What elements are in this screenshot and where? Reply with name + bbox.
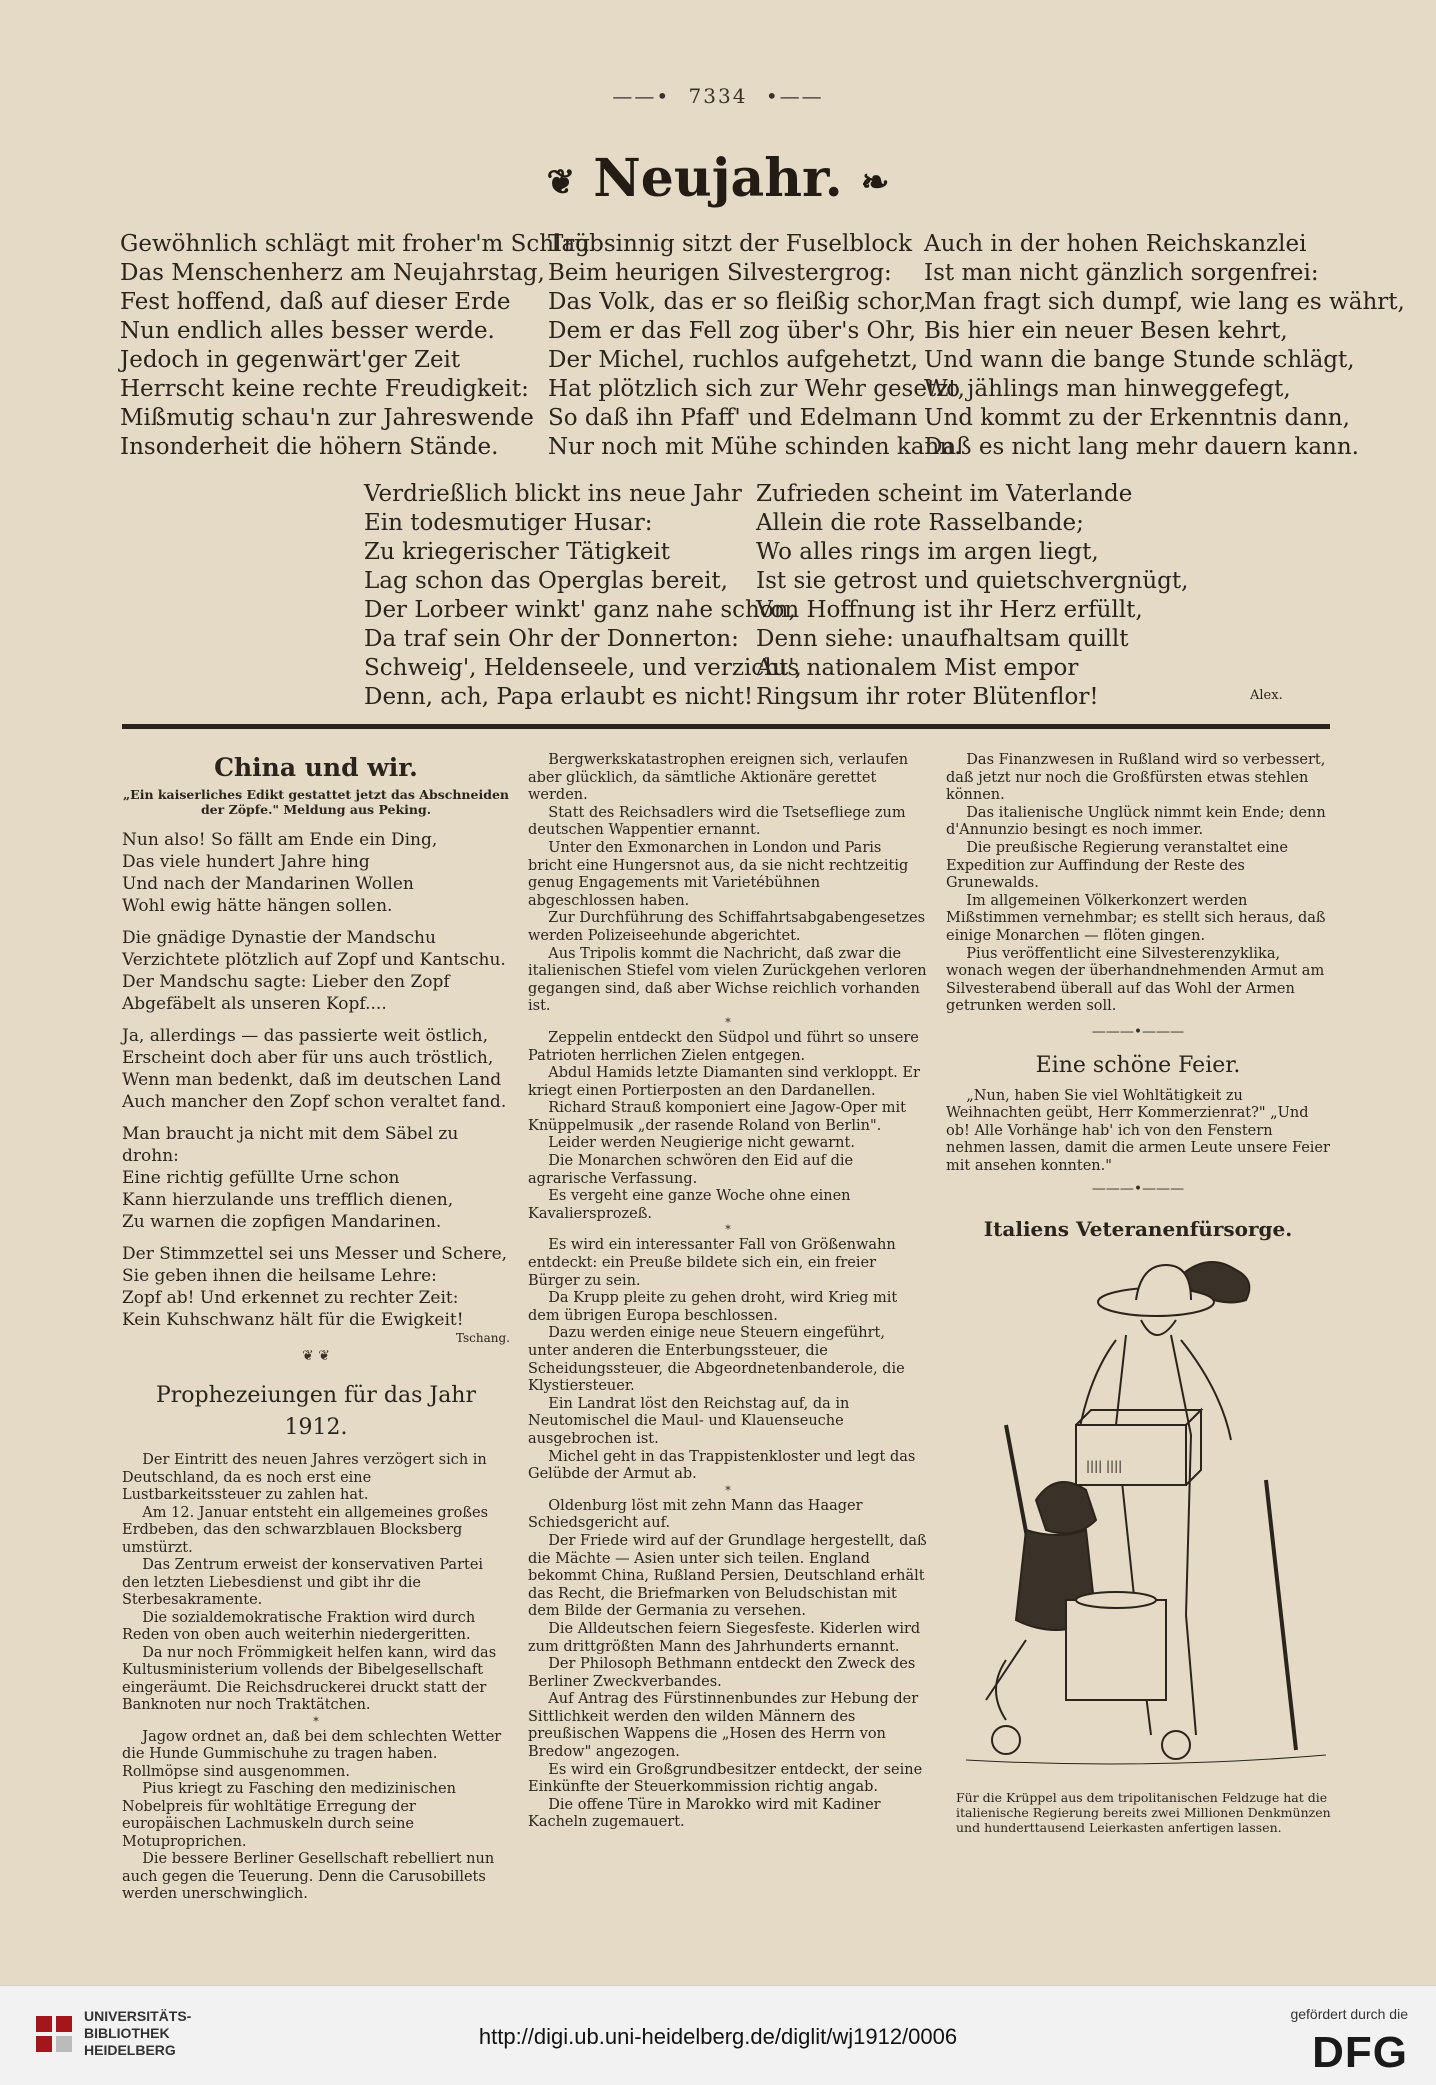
paragraph: Die sozialdemokratische Fraktion wird durch Reden von oben auch weiterhin niedergeritten. <box>122 1609 476 1644</box>
paragraph: Statt des Reichsadlers wird die Tsetsefliege zum deutschen Wappentier ernannt. <box>528 804 906 839</box>
paragraph: Da Krupp pleite zu gehen droht, wird Krieg mit dem übrigen Europa beschlossen. <box>528 1290 898 1324</box>
dfg-logo[interactable]: DFG <box>1312 2028 1408 2077</box>
funded-by-label: gefördert durch die <box>1290 2006 1408 2022</box>
poem-line: Mißmutig schau'n zur Jahreswende <box>120 405 534 431</box>
page-number-ornament-left: ——• <box>612 84 671 108</box>
paragraph: Auf Antrag des Fürstinnenbundes zur Hebung der Sittlichkeit werden den wilden Männern des preußischen Wappens die „Hosen des Herrn von Bredow" angezogen. <box>528 1691 919 1761</box>
verse-line: Wohl ewig hätte hängen sollen. <box>122 896 393 916</box>
paragraph: Da nur noch Frömmigkeit helfen kann, wird das Kultusministerium vollends der Bibelgesellschaft eingeräumt. Die Reichsdruckerei druckt statt der Banknoten nur noch Traktätchen. <box>122 1644 497 1714</box>
poem-line: Lag schon das Operglas bereit, <box>364 568 728 594</box>
paragraph: Es vergeht eine ganze Woche ohne einen Kavaliersprozeß. <box>528 1188 851 1222</box>
poem-line: Zufrieden scheint im Vaterlande <box>756 481 1133 507</box>
paragraph: Das Finanzwesen in Rußland wird so verbessert, daß jetzt nur noch die Großfürsten etwas stehlen können. <box>946 752 1326 804</box>
china-title: China und wir. <box>214 753 418 782</box>
poem-line: Ein todesmutiger Husar: <box>364 510 653 536</box>
poem-line: Jedoch in gegenwärt'ger Zeit <box>120 347 461 373</box>
permalink-url[interactable]: http://digi.ub.uni-heidelberg.de/diglit/wj1912/0006 <box>478 2024 958 2049</box>
paragraph: Das Zentrum erweist der konservativen Partei den letzten Liebesdienst und gibt ihr die Sterbesakramente. <box>122 1557 484 1609</box>
china-stanza <box>122 1243 510 1331</box>
poem-line: Bis hier ein neuer Besen kehrt, <box>924 318 1288 344</box>
verse-line: Ja, allerdings — das passierte weit östlich, <box>122 1026 488 1046</box>
svg-text:|||| ||||: |||| |||| <box>1086 1459 1123 1473</box>
poem-line: Insonderheit die höhern Stände. <box>120 434 499 460</box>
asterisk-separator: * <box>725 1015 731 1029</box>
china-subtitle: „Ein kaiserliches Edikt gestattet jetzt das Abschneiden der Zöpfe." Meldung aus Peking. <box>122 787 509 817</box>
paragraph: Zur Durchführung des Schiffahrtsabgabengesetzes werden Polizeiseehunde abgerichtet. <box>528 910 926 944</box>
poem-column-3 <box>924 230 1405 462</box>
poem-line: Zu kriegerischer Tätigkeit <box>364 539 670 565</box>
poem-line: Und wann die bange Stunde schlägt, <box>924 347 1355 373</box>
verse-line: Auch mancher den Zopf schon veraltet fand. <box>122 1092 507 1112</box>
footer-bar <box>0 1985 1436 2085</box>
veteran-illustration <box>966 1240 1326 1780</box>
right-text <box>946 752 1330 1016</box>
paragraph: Jagow ordnet an, daß bei dem schlechten Wetter die Hunde Gummischuhe zu tragen haben. Rollmöpse sind ausgenommen. <box>122 1728 502 1780</box>
middle-column <box>528 752 928 1832</box>
poem-line: Trübsinnig sitzt der Fuselblock <box>548 231 913 257</box>
page-number-value: 7334 <box>688 84 748 108</box>
title-ornament-left-icon: ❦ <box>546 162 576 203</box>
asterisk-separator: * <box>313 1714 319 1728</box>
prophecy-title: Prophezeiungen für das Jahr 1912. <box>155 1383 476 1441</box>
poem-line: Das Volk, das er so fleißig schor, <box>548 289 927 315</box>
paragraph: Unter den Exmonarchen in London und Paris bricht eine Hungersnot aus, da sie nicht rechtzeitig genug Engagements mit Varietébühnen abgeschlossen haben. <box>528 839 909 909</box>
verse-line: Der Mandschu sagte: Lieber den Zopf <box>122 972 450 992</box>
poem-line: Beim heurigen Silvestergrog: <box>548 260 892 286</box>
paragraph: Es wird ein interessanter Fall von Größenwahn entdeckt: ein Preuße bildete sich ein, ein freier Bürger zu sein. <box>528 1237 896 1289</box>
feier-title: Eine schöne Feier. <box>1035 1052 1241 1078</box>
feier-text: „Nun, haben Sie viel Wohltätigkeit zu Weihnachten geübt, Herr Kommerzienrat?" „Und ob! Alle Vorhänge hab' ich von den Fenstern nehmen lassen, damit die armen Leute unsere Feier mit ansehen konnten." <box>946 1087 1330 1174</box>
verse-line: Abgefäbelt als unseren Kopf.... <box>122 994 387 1014</box>
paragraph: Die Monarchen schwören den Eid auf die agrarische Verfassung. <box>528 1153 854 1187</box>
verse-line: Die gnädige Dynastie der Mandschu <box>122 928 436 948</box>
china-stanza <box>122 927 510 1015</box>
poem-line: Daß es nicht lang mehr dauern kann. <box>924 434 1359 460</box>
verse-line: Erscheint doch aber für uns auch tröstlich, <box>122 1048 494 1068</box>
poem-line: So daß ihn Pfaff' und Edelmann <box>548 405 918 431</box>
page-title <box>0 148 1436 209</box>
paragraph: Die Alldeutschen feiern Siegesfeste. Kiderlen wird zum drittgrößten Mann des Jahrhunderts ernannt. <box>528 1620 921 1655</box>
verse-line: Sie geben ihnen die heilsame Lehre: <box>122 1266 437 1286</box>
illustration-caption: Für die Krüppel aus dem tripolitanischen Feldzuge hat die italienische Regierung bereits zwei Millionen Denkmünzen und hunderttausend Leierkasten anfertigen lassen. <box>956 1790 1331 1835</box>
paragraph: Dazu werden einige neue Steuern eingeführt, unter anderen die Enterbungssteuer, die Scheidungssteuer, die Abgeordnetenbanderole, die Klystiersteuer. <box>528 1325 905 1395</box>
paragraph: Pius kriegt zu Fasching den medizinischen Nobelpreis für wohltätige Erregung der europäischen Lachmuskeln durch seine Motuproprichen. <box>122 1781 456 1850</box>
verse-line: Eine richtig gefüllte Urne schon <box>122 1168 400 1188</box>
poem-line: Man fragt sich dumpf, wie lang es währt, <box>924 289 1405 315</box>
title-text: Neujahr. <box>593 148 843 209</box>
paragraph: Der Eintritt des neuen Jahres verzögert sich in Deutschland, da es noch erst eine Lustbarkeitssteuer zu zahlen hat. <box>122 1452 487 1504</box>
poem-signature: Alex. <box>1250 688 1283 703</box>
page-number <box>0 84 1436 108</box>
poem-line: Nun endlich alles besser werde. <box>120 318 495 344</box>
verse-line: Kein Kuhschwanz hält für die Ewigkeit! <box>122 1310 464 1330</box>
paragraph: Ein Landrat löst den Reichstag auf, da in Neutomischel die Maul- und Klauenseuche ausgebrochen ist. <box>528 1395 850 1447</box>
paragraph: Bergwerkskatastrophen ereignen sich, verlaufen aber glücklich, da sämtliche Aktionäre gerettet werden. <box>528 752 909 804</box>
poem-column-4 <box>364 480 802 712</box>
paragraph: Leider werden Neugierige nicht gewarnt. <box>548 1135 855 1152</box>
poem-line: Wo alles rings im argen liegt, <box>756 539 1099 565</box>
paragraph: Die bessere Berliner Gesellschaft rebelliert nun auch gegen die Teuerung. Denn die Carusobillets werden unerschwinglich. <box>122 1851 495 1903</box>
title-ornament-right-icon: ❧ <box>860 162 890 203</box>
paragraph: Die offene Türe in Marokko wird mit Kadiner Kacheln zugemauert. <box>528 1796 881 1831</box>
paragraph: Die preußische Regierung veranstaltet eine Expedition zur Auffindung der Reste des Grunewalds. <box>946 839 1289 892</box>
poem-line: Ringsum ihr roter Blütenflor! <box>756 684 1099 710</box>
right-separator-2: ———•——— <box>1091 1181 1185 1198</box>
paragraph: Richard Strauß komponiert eine Jagow-Oper mit Knüppelmusik „der rasende Roland von Berlin". <box>528 1100 906 1134</box>
poem-line: Auch in der hohen Reichskanzlei <box>924 231 1307 257</box>
poem-line: Von Hoffnung ist ihr Herz erfüllt, <box>756 597 1143 623</box>
university-line-3: HEIDELBERG <box>84 2042 176 2058</box>
right-column <box>946 752 1330 1245</box>
poem-line: Fest hoffend, daß auf dieser Erde <box>120 289 511 315</box>
paragraph: Oldenburg löst mit zehn Mann das Haager Schiedsgericht auf. <box>528 1497 863 1532</box>
paragraph: Der Philosoph Bethmann entdeckt den Zweck des Berliner Zweckverbandes. <box>528 1656 916 1690</box>
poem-line: Denn, ach, Papa erlaubt es nicht! <box>364 684 754 710</box>
china-stanza <box>122 1123 510 1233</box>
paragraph: Zeppelin entdeckt den Südpol und führt so unsere Patrioten herrlichen Zielen entgegen. <box>528 1029 919 1064</box>
china-stanza <box>122 1025 510 1113</box>
poem-column-2 <box>548 230 965 462</box>
asterisk-separator: * <box>725 1223 731 1237</box>
middle-text <box>528 752 928 1832</box>
poem-line: Der Lorbeer winkt' ganz nahe schon, <box>364 597 796 623</box>
left-column <box>122 752 510 1904</box>
paragraph: Das italienische Unglück nimmt kein Ende; denn d'Annunzio besingt es noch immer. <box>946 804 1326 839</box>
paragraph: Es wird ein Großgrundbesitzer entdeckt, der seine Einkünfte der Steuerkommission richtig angab. <box>528 1761 923 1796</box>
poem-line: Schweig', Heldenseele, und verzicht', <box>364 655 802 681</box>
section-divider <box>122 724 1330 729</box>
poem-line: Das Menschenherz am Neujahrstag, <box>120 260 545 286</box>
china-ornament-icon: ❦ ❦ <box>302 1348 330 1364</box>
poem-line: Wo jählings man hinweggefegt, <box>924 376 1291 402</box>
poem-line: Nur noch mit Mühe schinden kann. <box>548 434 962 460</box>
poem-line: Allein die rote Rasselbande; <box>756 510 1084 536</box>
poem-line: Aus nationalem Mist empor <box>756 655 1079 681</box>
prophecy-text <box>122 1452 510 1904</box>
poem-line: Ist man nicht gänzlich sorgenfrei: <box>924 260 1319 286</box>
verse-line: Verzichtete plötzlich auf Zopf und Kantschu. <box>122 950 506 970</box>
poem-column-1 <box>120 230 590 462</box>
poem-line: Der Michel, ruchlos aufgehetzt, <box>548 347 919 373</box>
paragraph: Abdul Hamids letzte Diamanten sind verkloppt. Er kriegt einen Portierposten an den Dardanellen. <box>528 1065 920 1099</box>
veteran-title: Italiens Veteranenfürsorge. <box>983 1217 1293 1242</box>
paragraph: Der Friede wird auf der Grundlage hergestellt, daß die Mächte — Asien unter sich teilen. England bekommt China, Rußland Persien, Deutschland erhält das Recht, die Briefmarken von Beludschistan mit dem Bilde der Germania zu versehen. <box>528 1532 927 1620</box>
right-separator: ———•——— <box>1091 1023 1185 1040</box>
verse-line: Das viele hundert Jahre hing <box>122 852 370 872</box>
poem-line: Verdrießlich blickt ins neue Jahr <box>364 481 742 507</box>
verse-line: Und nach der Mandarinen Wollen <box>122 874 414 894</box>
verse-line: Zopf ab! Und erkennet zu rechter Zeit: <box>122 1288 459 1308</box>
verse-line: Kann hierzulande uns trefflich dienen, <box>122 1190 454 1210</box>
poem-line: Herrscht keine rechte Freudigkeit: <box>120 376 529 402</box>
china-stanza <box>122 829 510 917</box>
poem-line: Gewöhnlich schlägt mit froher'm Schlag <box>120 231 590 257</box>
poem-line: Da traf sein Ohr der Donnerton: <box>364 626 739 652</box>
paragraph: Am 12. Januar entsteht ein allgemeines großes Erdbeben, das den schwarzblauen Blocksberg umstürzt. <box>122 1504 489 1556</box>
paragraph: Im allgemeinen Völkerkonzert werden Mißstimmen vernehmbar; es stellt sich heraus, daß einige Monarchen — flöten gingen. <box>946 892 1326 944</box>
asterisk-separator: * <box>725 1483 731 1497</box>
paragraph: Michel geht in das Trappistenkloster und legt das Gelübde der Armut ab. <box>528 1448 916 1483</box>
verse-line: Wenn man bedenkt, daß im deutschen Land <box>122 1070 502 1090</box>
verse-line: Zu warnen die zopfigen Mandarinen. <box>122 1212 442 1232</box>
china-poem <box>122 829 510 1331</box>
poem-column-5 <box>756 480 1188 712</box>
poem-line: Ist sie getrost und quietschvergnügt, <box>756 568 1189 594</box>
verse-line: Man braucht ja nicht mit dem Säbel zu drohn: <box>122 1124 459 1166</box>
china-signature: Tschang. <box>455 1331 510 1345</box>
verse-line: Der Stimmzettel sei uns Messer und Schere, <box>122 1244 508 1264</box>
poem-line: Dem er das Fell zog über's Ohr, <box>548 318 916 344</box>
university-line-2: BIBLIOTHEK <box>84 2025 170 2041</box>
paragraph: Pius veröffentlicht eine Silvesterenzyklika, wonach wegen der überhandnehmenden Armut am Silvesterabend überall auf das Wohl der Armen getrunken werden soll. <box>946 945 1325 1015</box>
poem-line: Hat plötzlich sich zur Wehr gesetzt, <box>548 376 965 402</box>
verse-line: Nun also! So fällt am Ende ein Ding, <box>122 830 438 850</box>
page-number-ornament-right: •—— <box>765 84 824 108</box>
poem-line: Und kommt zu der Erkenntnis dann, <box>924 405 1350 431</box>
poem-line: Denn siehe: unaufhaltsam quillt <box>756 626 1129 652</box>
university-line-1: UNIVERSITÄTS- <box>84 2008 192 2024</box>
paragraph: Aus Tripolis kommt die Nachricht, daß zwar die italienischen Stiefel vom vielen Zurückgehen verloren gegangen sind, daß aber Wichse reichlich vorhanden ist. <box>528 945 927 1015</box>
